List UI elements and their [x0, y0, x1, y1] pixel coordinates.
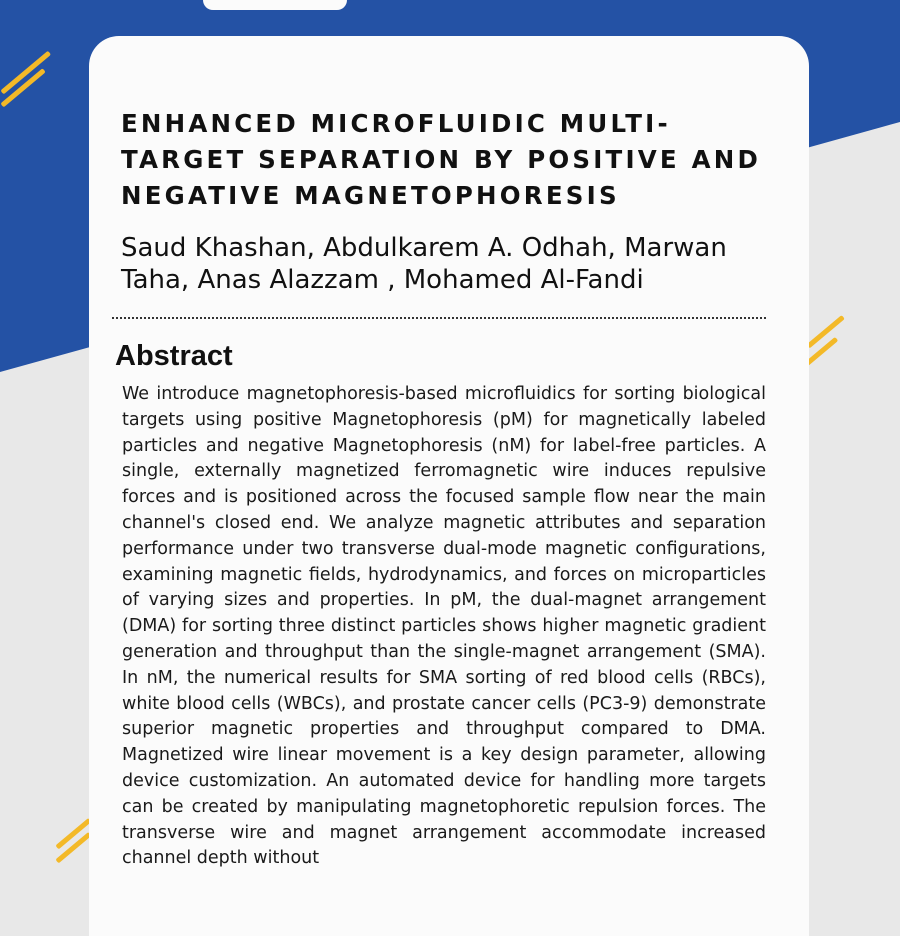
dotted-divider: [112, 317, 766, 319]
abstract-heading: Abstract: [115, 340, 233, 372]
abstract-body: We introduce magnetophoresis-based microfluidics for sorting biological targets using positive Magnetophoresis (pM) for magnetically labeled particles and negative Magnetophoresis (nM) for label-free particles. A single, externally magnetized ferromagnetic wire induces repulsive forces and is positioned across the focused sample flow near the main channel's closed end. We analyze magnetic attributes and separation performance under two transverse dual-mode magnetic configurations, examining magnetic fields, hydrodynamics, and forces on microparticles of varying sizes and properties. In pM, the dual-magnet arrangement (DMA) for sorting three distinct particles shows higher magnetic gradient generation and throughput than the single-magnet arrangement (SMA). In nM, the numerical results for SMA sorting of red blood cells (RBCs), white blood cells (WBCs), and prostate cancer cells (PC3-9) demonstrate superior magnetic properties and throughput compared to DMA. Magnetized wire linear movement is a key design parameter, allowing device customization. An automated device for handling more targets can be created by manipulating magnetophoretic repulsion forces. The transverse wire and magnet arrangement accommodate increased channel depth without: [122, 384, 766, 869]
top-tab-decoration: [203, 0, 347, 10]
authors-line: Saud Khashan, Abdulkarem A. Odhah, Marwan Taha, Anas Alazzam , Mohamed Al-Fandi: [121, 233, 727, 295]
page-title: ENHANCED MICROFLUIDIC MULTI-TARGET SEPARATION BY POSITIVE AND NEGATIVE MAGNETOPHORESIS: [121, 109, 761, 210]
